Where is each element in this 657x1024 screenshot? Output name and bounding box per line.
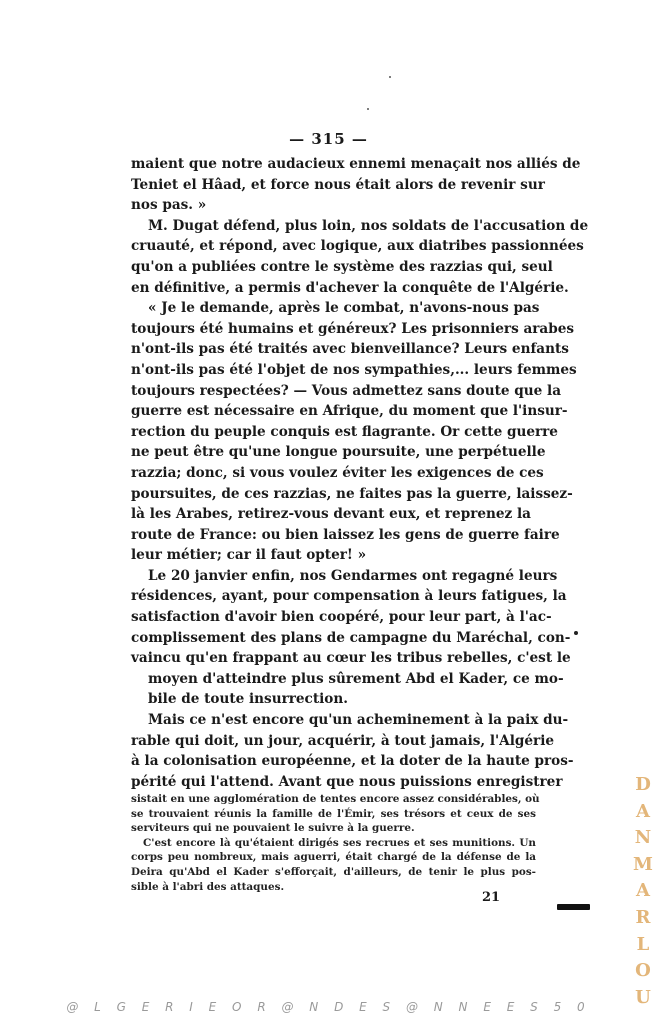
watermark-letter: A	[636, 880, 650, 902]
page-number: — 315 —	[289, 130, 368, 148]
text-line: rable qui doit, un jour, acquérir, à tout jamais, l'Algérie	[131, 732, 555, 749]
text-line: là les Arabes, retirez-vous devant eux, et reprenez la	[131, 506, 531, 523]
text-line: toujours été humains et généreux? Les prisonniers arabes	[131, 320, 575, 337]
text-line: leur métier; car il faut opter! »	[131, 547, 367, 564]
text-line: poursuites, de ces razzias, ne faites pas la guerre, laissez-	[131, 485, 573, 502]
text-line: Teniet el Hâad, et force nous était alors de revenir sur	[131, 176, 545, 193]
ink-speck	[389, 76, 391, 78]
text-line: satisfaction d'avoir bien coopéré, pour leur part, à l'ac-	[131, 609, 552, 626]
footnote-line: sible à l'abri des attaques.	[131, 880, 285, 893]
footnote-line: se trouvaient réunis la famille de l'Émir, ses trésors et ceux de ses	[131, 807, 536, 820]
watermark-letter: M	[633, 853, 653, 875]
text-line: Le 20 janvier enfin, nos Gendarmes ont regagné leurs	[148, 567, 558, 584]
footnote-line: Deira qu'Abd el Kader s'efforçait, d'ailleurs, de tenir le plus pos-	[131, 865, 536, 878]
watermark-letter: U	[635, 986, 651, 1008]
text-line: n'ont-ils pas été l'objet de nos sympathies,... leurs femmes	[131, 361, 577, 378]
watermark-letter: N	[634, 827, 652, 849]
text-line: en définitive, a permis d'achever la conquête de l'Algérie.	[131, 279, 569, 296]
text-line: guerre est nécessaire en Afrique, du moment que l'insur-	[131, 403, 568, 420]
ink-speck	[367, 108, 369, 110]
text-line: razzia; donc, si vous voulez éviter les exigences de ces	[131, 464, 544, 481]
footnote-line: C'est encore là qu'étaient dirigés ses recrues et ses munitions. Un	[143, 836, 536, 849]
watermark-letter: O	[635, 960, 651, 982]
footnote-line: corps peu nombreux, mais aguerri, était chargé de la défense de la	[131, 851, 536, 864]
text-line: rection du peuple conquis est flagrante. Or cette guerre	[131, 423, 558, 440]
text-line: résidences, ayant, pour compensation à leurs fatigues, la	[131, 588, 567, 605]
watermark-letter: A	[636, 800, 650, 822]
signature-mark: 21	[482, 890, 501, 905]
text-line: toujours respectées? — Vous admettez sans doute que la	[131, 382, 562, 399]
watermark-letter: R	[635, 906, 651, 928]
text-line: moyen d'atteindre plus sûrement Abd el Kader, ce mo-	[148, 670, 564, 687]
text-line: M. Dugat défend, plus loin, nos soldats de l'accusation de	[148, 217, 589, 234]
footnote	[131, 792, 540, 894]
text-line: bile de toute insurrection.	[148, 691, 348, 708]
text-line: maient que notre audacieux ennemi menaçait nos alliés de	[131, 156, 581, 172]
text-line: n'ont-ils pas été traités avec bienveillance? Leurs enfants	[131, 341, 569, 358]
text-line: périté qui l'attend. Avant que nous puissions enregistrer	[131, 773, 563, 790]
text-line: cruauté, et répond, avec logique, aux diatribes passionnées	[131, 238, 584, 255]
footnote-line: serviteurs qui ne pouvaient le suivre à la guerre.	[131, 822, 415, 835]
text-line: nos pas. »	[131, 197, 207, 214]
ink-mark	[557, 904, 590, 910]
vertical-watermark	[632, 772, 654, 1011]
text-line: à la colonisation européenne, et la doter de la haute pros-	[131, 753, 574, 770]
ink-dot	[574, 631, 578, 635]
text-line: vaincu qu'en frappant au cœur les tribus rebelles, c'est le	[131, 650, 571, 667]
text-line: « Je le demande, après le combat, n'avons-nous pas	[148, 300, 540, 317]
footnote-line: sistait en une agglomération de tentes encore assez considérables, où	[131, 793, 540, 805]
text-line: complissement des plans de campagne du Maréchal, con-	[131, 629, 571, 646]
watermark-letter: D	[635, 774, 651, 795]
text-line: qu'on a publiées contre le système des razzias qui, seul	[131, 258, 553, 275]
watermark-letter: L	[636, 933, 650, 955]
text-line: route de France: ou bien laissez les gens de guerre faire	[131, 526, 560, 543]
body-text	[131, 154, 589, 792]
bottom-watermark: @ L G E R I E O R @ N D E S @ N N E E S 5 0	[66, 1000, 591, 1014]
text-line: Mais ce n'est encore qu'un acheminement à la paix du-	[148, 712, 569, 729]
text-line: ne peut être qu'une longue poursuite, une perpétuelle	[131, 444, 546, 461]
